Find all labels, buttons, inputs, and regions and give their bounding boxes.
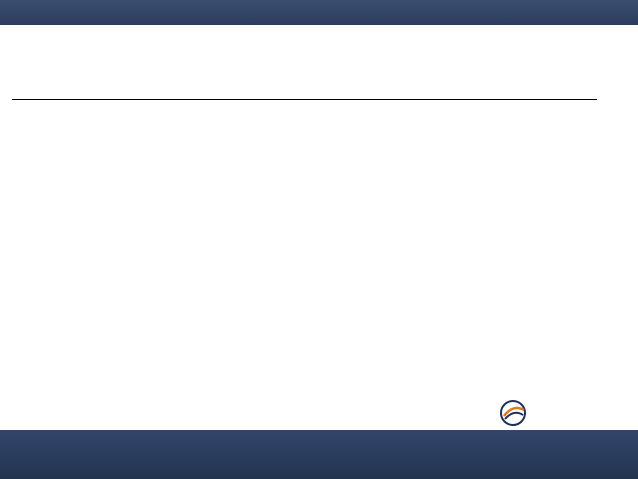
footer-banner [0,430,638,479]
dcaa-logo [500,400,625,426]
header-banner [0,0,638,25]
header-rule [12,99,597,100]
dcaa-emblem-icon [500,400,528,426]
